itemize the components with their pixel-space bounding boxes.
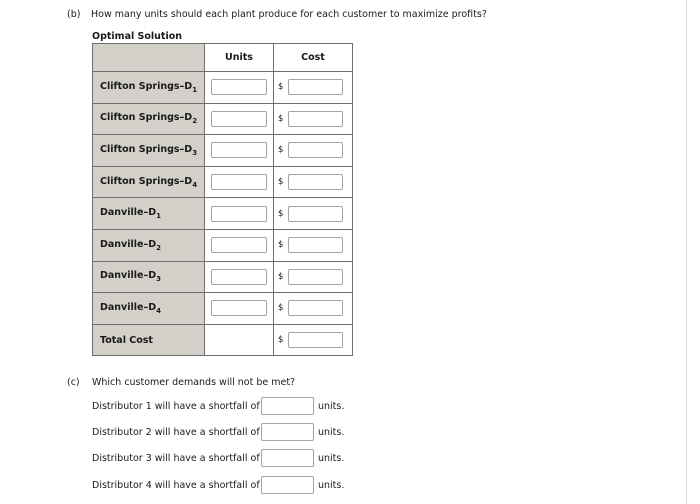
table-row <box>93 166 353 198</box>
dollar-sign: $ <box>278 113 284 124</box>
cost-input[interactable] <box>288 206 343 222</box>
units-header: Units <box>205 44 274 72</box>
dollar-sign: $ <box>278 145 284 156</box>
row-label-text: Danville–D <box>100 270 157 282</box>
cost-input[interactable] <box>288 111 343 127</box>
optimal-solution-title: Optimal Solution <box>92 31 183 42</box>
total-units-empty-cell <box>205 324 274 356</box>
cost-cell <box>274 72 353 104</box>
shortfall-line <box>92 397 344 415</box>
cost-input[interactable] <box>288 174 343 190</box>
units-cell <box>205 293 274 325</box>
units-input[interactable] <box>211 300 267 316</box>
units-cell <box>205 72 274 104</box>
shortfall-line <box>92 476 344 494</box>
units-input[interactable] <box>211 269 267 285</box>
units-input[interactable] <box>211 174 267 190</box>
optimal-solution-table <box>92 43 353 356</box>
row-label <box>93 293 205 325</box>
row-label-subscript: 4 <box>192 180 198 189</box>
cost-input[interactable] <box>288 269 343 285</box>
units-input[interactable] <box>211 79 267 95</box>
shortfall-input[interactable] <box>261 423 314 441</box>
cost-input[interactable] <box>288 237 343 253</box>
question-c-text: Which customer demands will not be met? <box>92 377 296 388</box>
shortfall-unit: units. <box>318 479 345 491</box>
units-cell <box>205 261 274 293</box>
row-label-text: Clifton Springs–D <box>100 143 193 155</box>
shortfall-text: Distributor 3 will have a shortfall of <box>92 452 260 464</box>
table-row <box>93 198 353 230</box>
row-label <box>93 261 205 293</box>
cost-cell <box>274 229 353 261</box>
row-label <box>93 229 205 261</box>
row-label-subscript: 1 <box>156 212 161 221</box>
row-label-text: Clifton Springs–D <box>100 175 193 187</box>
row-label-subscript: 3 <box>156 275 161 284</box>
cost-input[interactable] <box>288 79 343 95</box>
cost-cell <box>274 166 353 198</box>
shortfall-line <box>92 449 344 467</box>
row-label-text: Danville–D <box>100 238 157 250</box>
row-label-text: Danville–D <box>100 301 157 313</box>
table-row <box>93 261 353 293</box>
cost-header: Cost <box>274 44 353 72</box>
table-row <box>93 229 353 261</box>
row-label-subscript: 2 <box>192 117 198 126</box>
question-c-label: (c) <box>67 377 80 388</box>
shortfall-input[interactable] <box>261 476 314 494</box>
dollar-sign: $ <box>278 271 284 282</box>
dollar-sign: $ <box>278 82 284 93</box>
right-border-line <box>686 0 687 504</box>
row-label-subscript: 2 <box>156 243 161 252</box>
shortfall-input[interactable] <box>261 449 314 467</box>
row-label <box>93 198 205 230</box>
cost-cell <box>274 293 353 325</box>
table-header-row <box>93 44 353 72</box>
total-cost-input[interactable] <box>288 332 343 348</box>
dollar-sign: $ <box>278 208 284 219</box>
shortfall-text: Distributor 2 will have a shortfall of <box>92 426 260 438</box>
row-label-text: Clifton Springs–D <box>100 112 193 124</box>
shortfall-unit: units. <box>318 426 345 438</box>
units-cell <box>205 198 274 230</box>
cost-cell <box>274 198 353 230</box>
table-row <box>93 293 353 325</box>
shortfall-text: Distributor 1 will have a shortfall of <box>92 400 260 412</box>
cost-input[interactable] <box>288 142 343 158</box>
units-input[interactable] <box>211 206 267 222</box>
question-b-text: How many units should each plant produce for each customer to maximize profits? <box>91 9 487 20</box>
shortfall-unit: units. <box>318 400 345 412</box>
row-label <box>93 72 205 104</box>
table-row <box>93 72 353 104</box>
row-label <box>93 166 205 198</box>
units-cell <box>205 135 274 167</box>
header-corner <box>93 44 205 72</box>
total-cost-cell <box>274 324 353 356</box>
question-c <box>67 377 295 388</box>
row-label-subscript: 3 <box>192 148 198 157</box>
shortfall-line <box>92 423 344 441</box>
units-cell <box>205 166 274 198</box>
shortfall-text: Distributor 4 will have a shortfall of <box>92 479 260 491</box>
question-b <box>67 9 487 20</box>
units-cell <box>205 229 274 261</box>
shortfall-unit: units. <box>318 452 345 464</box>
cost-cell <box>274 135 353 167</box>
units-input[interactable] <box>211 111 267 127</box>
dollar-sign: $ <box>278 177 284 188</box>
dollar-sign: $ <box>278 303 284 314</box>
cost-cell <box>274 103 353 135</box>
row-label-subscript: 4 <box>156 306 161 315</box>
question-b-label: (b) <box>67 9 81 20</box>
shortfall-input[interactable] <box>261 397 314 415</box>
total-cost-row <box>93 324 353 356</box>
row-label-text: Clifton Springs–D <box>100 80 193 92</box>
units-input[interactable] <box>211 237 267 253</box>
dollar-sign: $ <box>278 240 284 251</box>
units-cell <box>205 103 274 135</box>
row-label <box>93 103 205 135</box>
dollar-sign: $ <box>278 335 284 346</box>
cost-input[interactable] <box>288 300 343 316</box>
row-label <box>93 135 205 167</box>
row-label-text: Danville–D <box>100 207 157 219</box>
total-cost-label: Total Cost <box>93 324 205 356</box>
cost-cell <box>274 261 353 293</box>
row-label-subscript: 1 <box>192 85 198 94</box>
table-row <box>93 103 353 135</box>
units-input[interactable] <box>211 142 267 158</box>
table-row <box>93 135 353 167</box>
